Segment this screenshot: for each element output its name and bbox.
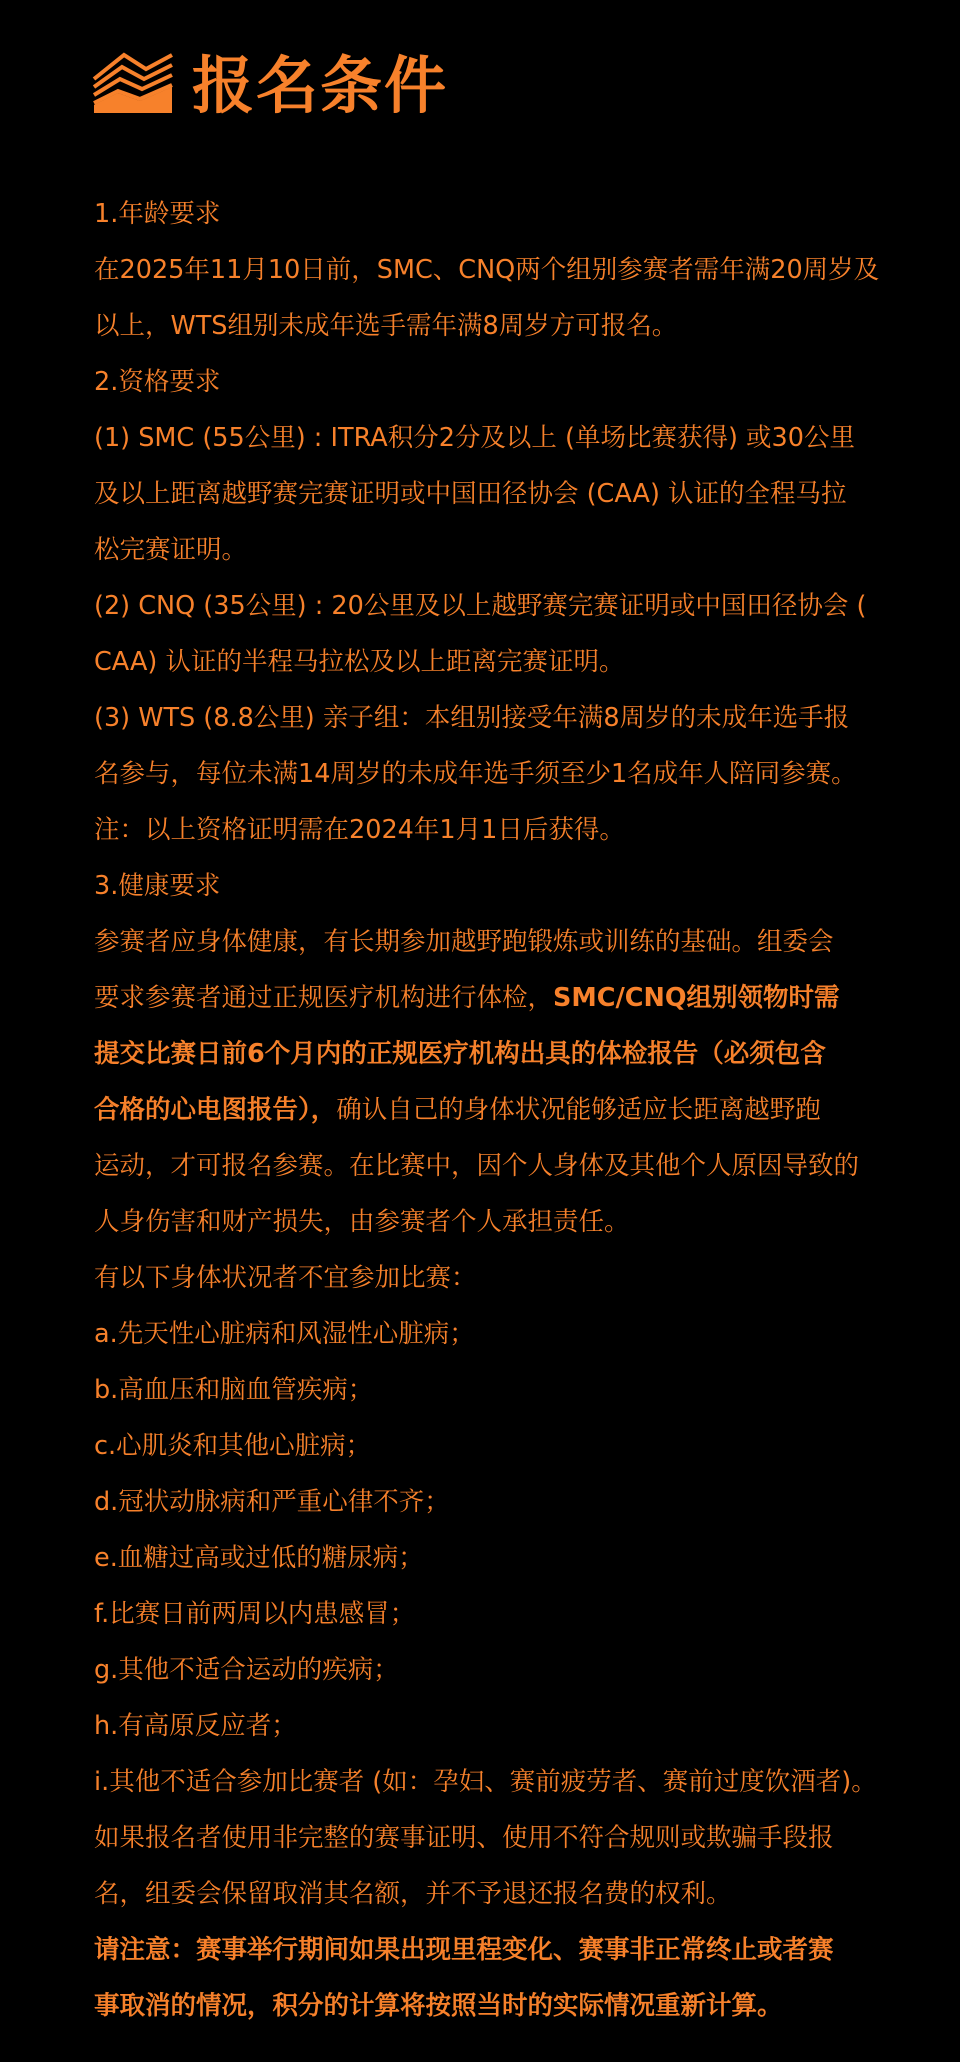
health-bold-line: 提交比赛日前6个月内的正规医疗机构出具的体检报告（必须包含: [94, 1039, 826, 1069]
qualification-wts-line: (3) WTS (8.8公里) 亲子组：本组别接受年满8周岁的未成年选手报: [94, 703, 850, 733]
health-text: 要求参赛者通过正规医疗机构进行体检，: [94, 983, 554, 1013]
qualification-cnq-line: CAA) 认证的半程马拉松及以上距离完赛证明。: [94, 647, 625, 677]
unfit-intro: 有以下身体状况者不宜参加比赛：: [94, 1263, 477, 1293]
age-heading: 1.年龄要求: [94, 199, 221, 229]
unfit-list-item: e.血糖过高或过低的糖尿病；: [94, 1543, 424, 1573]
health-text-line: 运动，才可报名参赛。在比赛中，因个人身体及其他个人原因导致的: [94, 1151, 860, 1181]
qualification-note: 注：以上资格证明需在2024年1月1日后获得。: [94, 815, 625, 845]
health-heading: 3.健康要求: [94, 871, 221, 901]
unfit-list-item: a.先天性心脏病和风湿性心脏病；: [94, 1319, 475, 1349]
notice-line: 事取消的情况，积分的计算将按照当时的实际情况重新计算。: [94, 1991, 783, 2021]
qualification-smc-line: 及以上距离越野赛完赛证明或中国田径协会 (CAA) 认证的全程马拉: [94, 479, 847, 509]
fraud-text-line: 名，组委会保留取消其名额，并不予退还报名费的权利。: [94, 1879, 732, 1909]
notice-line: 请注意：赛事举行期间如果出现里程变化、赛事非正常终止或者赛: [94, 1935, 834, 1965]
age-text-line: 在2025年11月10日前，SMC、CNQ两个组别参赛者需年满20周岁及: [94, 255, 880, 285]
health-text-line: [94, 1082, 874, 1138]
health-text-line: [94, 970, 874, 1026]
qualification-wts-line: 名参与，每位未满14周岁的未成年选手须至少1名成年人陪同参赛。: [94, 759, 857, 789]
article-body: [94, 186, 880, 2034]
mountain-logo-icon: [92, 47, 174, 113]
unfit-list-item: f.比赛日前两周以内患感冒；: [94, 1599, 416, 1629]
qualification-smc-line: 松完赛证明。: [94, 535, 248, 565]
section-header: [92, 40, 448, 120]
age-text-line: 以上，WTS组别未成年选手需年满8周岁方可报名。: [94, 311, 678, 341]
health-bold-text: SMC/CNQ组别领物时需: [553, 983, 840, 1013]
unfit-list-item: b.高血压和脑血管疾病；: [94, 1375, 374, 1405]
qualification-heading: 2.资格要求: [94, 367, 221, 397]
unfit-list-item: c.心肌炎和其他心脏病；: [94, 1431, 372, 1461]
unfit-list-item: g.其他不适合运动的疾病；: [94, 1655, 399, 1685]
health-bold-text: 合格的心电图报告），: [94, 1095, 337, 1125]
health-text: 确认自己的身体状况能够适应长距离越野跑: [336, 1095, 821, 1125]
qualification-cnq-line: (2) CNQ (35公里) : 20公里及以上越野赛完赛证明或中国田径协会 (: [94, 591, 867, 621]
unfit-list-item: d.冠状动脉病和严重心律不齐；: [94, 1487, 450, 1517]
unfit-list-item: i.其他不适合参加比赛者 (如：孕妇、赛前疲劳者、赛前过度饮酒者)。: [94, 1767, 877, 1797]
fraud-text-line: 如果报名者使用非完整的赛事证明、使用不符合规则或欺骗手段报: [94, 1823, 834, 1853]
page-title: 报名条件: [192, 48, 449, 122]
health-text-line: 参赛者应身体健康，有长期参加越野跑锻炼或训练的基础。组委会: [94, 927, 834, 957]
unfit-list-item: h.有高原反应者；: [94, 1711, 297, 1741]
health-text-line: 人身伤害和财产损失，由参赛者个人承担责任。: [94, 1207, 630, 1237]
qualification-smc-line: (1) SMC (55公里) : ITRA积分2分及以上 (单场比赛获得) 或30公里: [94, 423, 855, 453]
